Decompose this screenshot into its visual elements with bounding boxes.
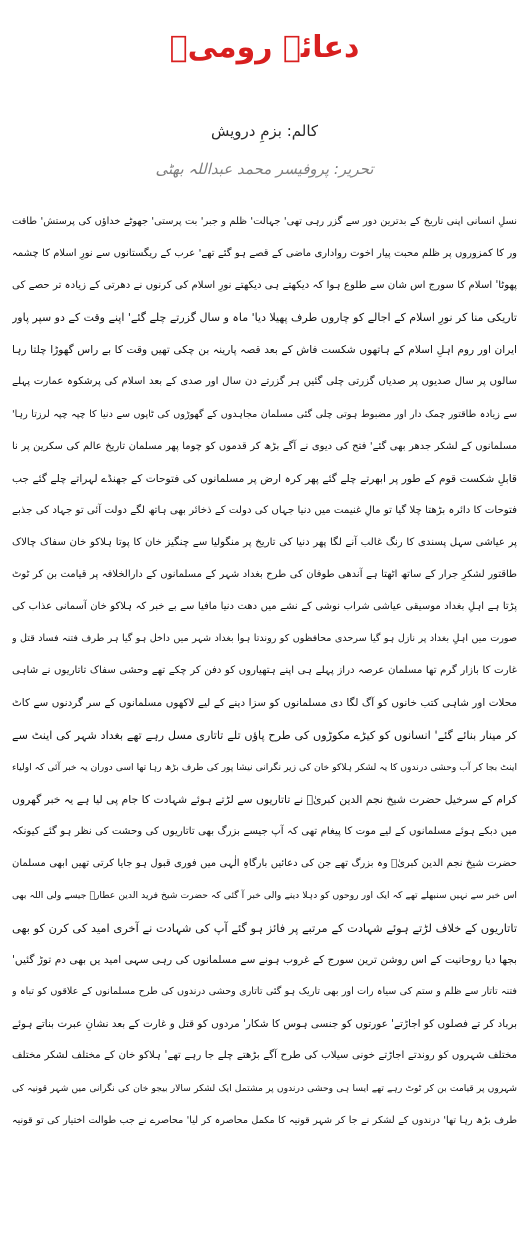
body-line: محلات اور شاہی کتب خانوں کو آگ لگا دی مسلمانوں کو سزا دینے کے لیے لاکھوں مسلمانوں کے سر گردنوں سے کاٹ <box>12 697 517 710</box>
body-line: مختلف شہروں کو روندتے اجاڑتے خونی سیلاب کی طرح آگے بڑھتے چلے جا رہے تھے' ہلاکو خان کے مختلف لشکر مختلف <box>12 1050 517 1062</box>
body-line: میں دبکے ہوئے مسلمانوں کے لیے موت کا پیغام تھی کہ آپ جیسے بزرگ بھی تاتاریوں کی وحشت کی نظر ہو گئے کیونکہ <box>12 825 517 837</box>
body-line: فتوحات کا دائرہ بڑھتا چلا گیا تو مالِ غنیمت میں دنیا جہاں کی دولت کے ذخائر بھی ہاتھ لگے دولت آئی تو جہاد کی جذبے <box>12 504 517 516</box>
body-line: بجھا دیا روحانیت کے اس روشن ترین سورج کے غروب ہونے سے مسلمانوں کی رہی سہی امید یں بھی دم توڑ گئیں' <box>12 954 517 967</box>
body-line: اینٹ بجا کر آب وحشی درندوں کا یہ لشکر ہلاکو خان کی زیر نگرانی نیشا پور کی طرف بڑھ رہا تھا اسی دوران یہ خبر آئی کہ اولیاء <box>12 761 517 773</box>
body-line: قابلِ شکست قوم کے طور پر ابھرتے چلے گئے پھر کرہ ارض پر مسلمانوں کی فتوحات کے جھنڈے لہراتے چلے گئے جب <box>12 472 517 485</box>
body-line: ور کا کمزوروں پر ظلم محبت پیار اخوت رواداری ماضی کے قصے ہو گئے تھے' عرب کے ریگستانوں سے نورِ اسلام کا چشمہ <box>12 248 517 260</box>
body-line: فتنہ تاتار سے ظلم و ستم کی سیاہ رات اور بھی تاریک ہو گئی تاتاری وحشی درندوں کی طرح مسلمانوں کے علاقوں کو تباہ و <box>12 986 517 998</box>
body-line: نسلِ انسانی اپنی تاریخ کے بدترین دور سے گزر رہی تھی' جہالت' ظلم و جبر' بت پرستی' جھوٹے خداؤں کی پرستش' طاقت <box>12 216 517 227</box>
body-line: ایران اور روم اہلِ اسلام کے ہاتھوں شکست فاش کے بعد قصہ پارینہ بن چکی تھیں وقت کا بے راس گھوڑا چلتا رہا <box>12 344 517 357</box>
body-line: طاقتور لشکرِ جرار کے ساتھ اٹھتا ہے آندھی طوفان کی طرح بغداد شہر کے مسلمانوں کے دارالخلافہ پر قیامت بن کر ٹوٹ <box>12 569 517 581</box>
body-line: اس خبر سے نہیں سنبھلے تھے کہ ایک اور روحوں کو دہلا دینے والی خبر آ گئی کہ حضرت شیخ فرید الدین عطارؒ جیسے ولی اللہ بھی <box>12 889 517 901</box>
body-line: غارت کا بازار گرم تھا مسلمان عرصہ دراز پہلے ہی اپنے ہتھیاروں کو دفن کر چکے تھے وحشی سفاک تاتاریوں نے شاہی <box>12 665 517 677</box>
body-line: کرام کے سرخیل حضرت شیخ نجم الدین کبریٰؒ نے تاتاریوں سے لڑتے ہوئے شہادت کا جام پی لیا ہے یہ خبر گھروں <box>12 792 517 806</box>
article-title: دعائے رومیؒ <box>169 30 360 65</box>
body-line: سالوں پر سال صدیوں پر صدیاں گزرتی چلی گئیں ہر گزرتے دن سال اور صدی کے بعد اسلام کی پرشکوہ عمارت پہلے <box>12 376 517 388</box>
body-line: پھوٹا' اسلام کا سورج اس شان سے طلوع ہوا کہ دیکھتے ہی دیکھتے نورِ اسلام کی کرنوں نے دھرتی کے زیادہ تر حصے کی <box>12 280 517 292</box>
body-line: طرف بڑھ رہا تھا' درندوں کے لشکر نے جا کر شہر قونیہ کا مکمل محاصرہ کر لیا' محاصرے نے جب طوالت اختیار کی تو قونیہ <box>12 1114 517 1126</box>
body-line: برباد کر تے فصلوں کو اجاڑتے' عورتوں کو جنسی ہوس کا شکار' مردوں کو قتل و غارت کے بعد نشانِ عبرت بناتے ہوئے <box>12 1018 517 1031</box>
article-body <box>12 206 517 1254</box>
body-line: تاتاریوں کے خلاف لڑتے ہوئے شہادت کے مرتبے پر فائز ہو گئے آپ کی شہادت نے آخری امید کی کرن کو بھی <box>12 921 517 936</box>
body-line: مسلمانوں کے لشکر جدھر بھی گئے' فتح کی دیوی نے آگے بڑھ کر قدموں کو چوما پھر مسلمان تاریخ عالم کی سکرین پر نا <box>12 440 517 452</box>
body-line: کر مینار بنائے گئے' انسانوں کو کیڑے مکوڑوں کی طرح پاؤں تلے تاتاری مسل رہے تھے بغداد شہر کی اینٹ سے <box>12 728 517 742</box>
body-line: سے زیادہ طاقتور چمک دار اور مضبوط ہوتی چلی گئی مسلمان مجاہدوں کے گھوڑوں کی ٹاپوں سے دنیا کا چپہ چپہ لرزتا رہا' <box>12 408 517 420</box>
column-label: کالم: بزمِ درویش <box>210 122 319 140</box>
body-line: تاریکی منا کر نورِ اسلام کے اجالے کو چاروں طرف پھیلا دیا' ماہ و سال گزرتے چلے گئے' اپنے وقت کے دو سپر پاور <box>12 311 517 325</box>
author-line: تحریر: پروفیسر محمد عبداللہ بھٹی <box>155 160 374 178</box>
body-line: پر عیاشی سہل پسندی کا رنگ غالب آنے لگا پھر دنیا کی تاریخ پر منگولیا سے چنگیز خان کا پوتا ہلاکو خان سفاک چالاک <box>12 536 517 548</box>
body-line: پڑتا ہے اہلِ بغداد موسیقی عیاشی شراب نوشی کے نشے میں دھت دنیا مافیا سے بے خبر کہ ہلاکو خان آسمانی عذاب کی <box>12 601 517 613</box>
body-line: حضرت شیخ نجم الدین کبریٰؒ وہ بزرگ تھے جن کی دعائیں بارگاہِ الٰہی میں فوری قبول ہو جایا کرتی تھیں ابھی مسلمان <box>12 857 517 869</box>
body-line: شہروں پر قیامت بن کر ٹوٹ رہے تھے ایسا ہی وحشی درندوں پر مشتمل ایک لشکر سالار بیجو خان کی نگرانی میں شہر قونیہ کی <box>12 1082 517 1094</box>
body-line: صورت میں اہلِ بغداد پر نازل ہو گیا سرحدی محافظوں کو روندتا ہوا بغداد شہر میں داخل ہو گیا ہر طرف فتنہ فساد قتل و <box>12 633 517 645</box>
